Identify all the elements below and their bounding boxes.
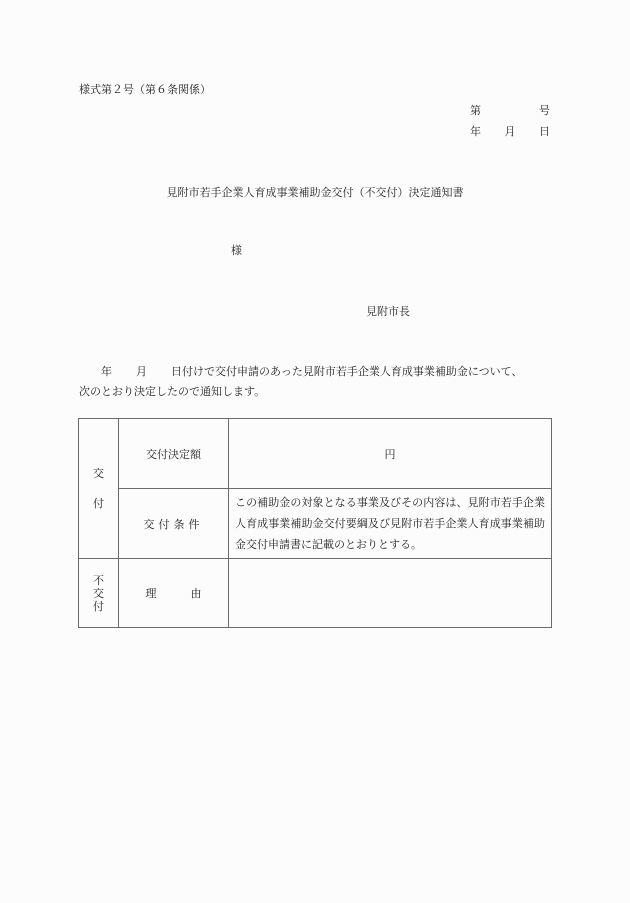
grant-conditions-label: 交付条件 bbox=[119, 489, 229, 559]
nongrant-group-char-3: 付 bbox=[93, 599, 104, 613]
grant-amount-value bbox=[229, 419, 552, 489]
nongrant-group-char-2: 交 bbox=[93, 586, 104, 600]
document-title bbox=[0, 184, 630, 200]
document-number-line bbox=[470, 102, 550, 118]
date-year: 年 bbox=[470, 125, 481, 138]
addressee-suffix: 様 bbox=[231, 244, 242, 257]
grant-amount-label: 交付決定額 bbox=[119, 419, 229, 489]
issuer-name: 見附市長 bbox=[366, 305, 410, 318]
reason-value bbox=[229, 559, 552, 628]
grant-group-char-1: 交 bbox=[93, 466, 104, 480]
grant-amount-unit: 円 bbox=[384, 447, 396, 461]
form-number: 様式第２号（第６条関係） bbox=[79, 83, 211, 96]
body-line-1-rest: 日付けで交付申請のあった見附市若手企業人育成事業補助金について、 bbox=[171, 365, 523, 378]
body-paragraph bbox=[79, 362, 551, 402]
decision-table bbox=[78, 418, 552, 628]
document-date-line bbox=[470, 123, 550, 139]
table-row-grant-conditions bbox=[79, 489, 552, 559]
doc-number-prefix: 第 bbox=[470, 104, 481, 117]
grant-conditions-value: この補助金の対象となる事業及びその内容は、見附市若手企業人育成事業補助金交付要綱及び見附市若手企業人育成事業補助金交付申請書に記載のとおりとする。 bbox=[229, 489, 552, 559]
document-title-text: 見附市若手企業人育成事業補助金交付（不交付）決定通知書 bbox=[166, 186, 464, 199]
table-row-nongrant-reason bbox=[79, 559, 552, 628]
reason-label bbox=[119, 559, 229, 628]
doc-number-suffix: 号 bbox=[539, 104, 550, 117]
nongrant-group-char-1: 不 bbox=[93, 573, 104, 587]
body-year: 年 bbox=[101, 365, 112, 378]
body-line-1 bbox=[79, 362, 551, 382]
nongrant-group-label bbox=[79, 559, 119, 628]
grant-group-char-2: 付 bbox=[93, 496, 104, 510]
reason-label-char-2: 由 bbox=[190, 587, 202, 600]
date-month: 月 bbox=[504, 125, 516, 138]
body-line-2: 次のとおり決定したので通知します。 bbox=[79, 385, 266, 398]
reason-label-char-1: 理 bbox=[145, 587, 157, 600]
date-day: 日 bbox=[539, 125, 550, 138]
grant-group-label bbox=[79, 419, 119, 559]
table-row-grant-amount bbox=[79, 419, 552, 489]
body-month: 月 bbox=[136, 365, 147, 378]
